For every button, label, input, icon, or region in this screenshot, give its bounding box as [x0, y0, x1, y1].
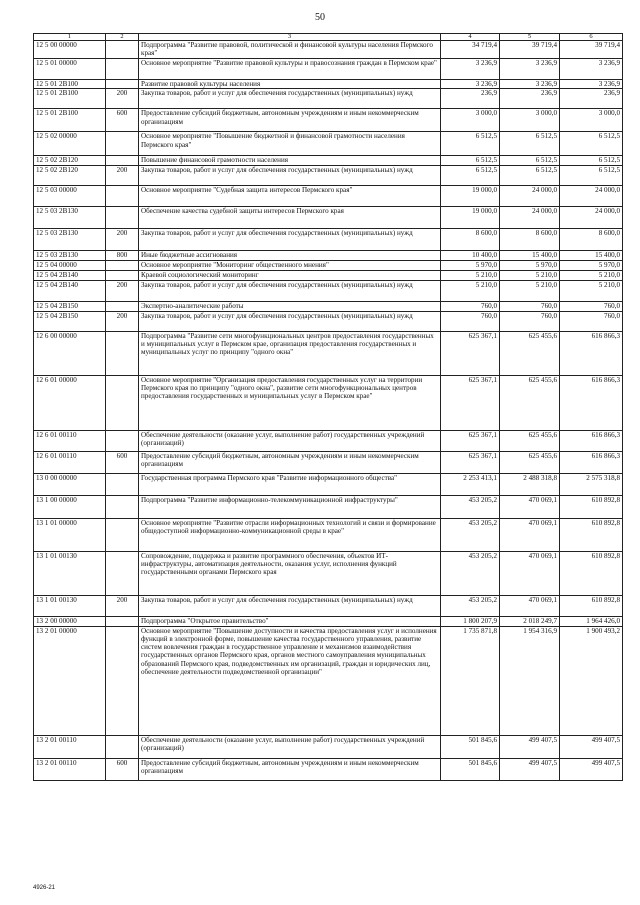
amount-year-2-cell: 625 455,6	[500, 375, 560, 430]
table-row	[34, 375, 623, 430]
item-name-cell: Обеспечение деятельности (оказание услуг, выполнение работ) государственных учреждений (организаций)	[139, 430, 441, 451]
amount-year-2-cell: 3 000,0	[500, 109, 560, 132]
amount-year-2-cell: 8 600,0	[500, 228, 560, 250]
amount-year-2-cell: 625 455,6	[500, 430, 560, 451]
amount-year-1-cell: 760,0	[441, 301, 500, 311]
classification-code-cell: 12 6 01 00110	[34, 430, 106, 451]
amount-year-1-cell: 5 970,0	[441, 260, 500, 270]
amount-year-1-cell: 501 845,6	[441, 758, 500, 780]
table-row	[34, 626, 623, 735]
amount-year-2-cell: 6 512,5	[500, 132, 560, 156]
classification-code-cell: 12 5 02 2B120	[34, 165, 106, 185]
amount-year-3-cell: 610 892,8	[560, 495, 623, 518]
classification-code-cell: 13 1 00 00000	[34, 495, 106, 518]
amount-year-2-cell: 15 400,0	[500, 250, 560, 260]
table-row	[34, 109, 623, 132]
amount-year-2-cell: 760,0	[500, 311, 560, 331]
amount-year-3-cell: 616 866,3	[560, 375, 623, 430]
item-name-cell: Обеспечение качества судебной защиты интересов Пермского края	[139, 206, 441, 228]
item-name-cell: Закупка товаров, работ и услуг для обеспечения государственных (муниципальных) нужд	[139, 595, 441, 616]
amount-year-3-cell: 3 236,9	[560, 80, 623, 89]
classification-code-cell: 12 6 01 00000	[34, 375, 106, 430]
amount-year-3-cell: 616 866,3	[560, 331, 623, 375]
amount-year-1-cell: 1 735 871,8	[441, 626, 500, 735]
classification-code-cell: 12 5 03 2B130	[34, 206, 106, 228]
classification-code-cell: 12 5 02 2B120	[34, 156, 106, 165]
classification-code-cell: 12 5 00 00000	[34, 41, 106, 59]
amount-year-2-cell: 499 407,5	[500, 735, 560, 758]
classification-code-cell: 12 5 03 2B130	[34, 250, 106, 260]
item-name-cell: Предоставление субсидий бюджетным, автономным учреждениям и иным некоммерческим организациям	[139, 451, 441, 473]
table-row	[34, 156, 623, 165]
item-name-cell: Основное мероприятие "Мониторинг общественного мнения"	[139, 260, 441, 270]
amount-year-1-cell: 3 236,9	[441, 80, 500, 89]
item-name-cell: Экспертно-аналитические работы	[139, 301, 441, 311]
column-number: 3	[139, 34, 441, 41]
amount-year-3-cell: 1 900 493,2	[560, 626, 623, 735]
amount-year-2-cell: 5 210,0	[500, 270, 560, 280]
table-row	[34, 551, 623, 595]
item-name-cell: Сопровождение, поддержка и развитие программного обеспечения, объектов ИТ-инфраструктуры, автоматизация деятельности, оказания услуг, исполнения функций государственными органами Пермского края	[139, 551, 441, 595]
amount-year-3-cell: 15 400,0	[560, 250, 623, 260]
expense-type-cell	[106, 185, 139, 206]
amount-year-3-cell: 3 000,0	[560, 109, 623, 132]
amount-year-3-cell: 499 407,5	[560, 758, 623, 780]
column-number: 6	[560, 34, 623, 41]
amount-year-1-cell: 5 210,0	[441, 270, 500, 280]
amount-year-3-cell: 610 892,8	[560, 595, 623, 616]
classification-code-cell: 12 5 04 2B140	[34, 270, 106, 280]
amount-year-3-cell: 616 866,3	[560, 430, 623, 451]
classification-code-cell: 12 6 00 00000	[34, 331, 106, 375]
classification-code-cell: 12 5 04 2B140	[34, 280, 106, 301]
expense-type-cell	[106, 80, 139, 89]
amount-year-1-cell: 10 400,0	[441, 250, 500, 260]
table-row	[34, 132, 623, 156]
item-name-cell: Предоставление субсидий бюджетным, автономным учреждениям и иным некоммерческим организациям	[139, 109, 441, 132]
amount-year-3-cell: 8 600,0	[560, 228, 623, 250]
amount-year-3-cell: 5 210,0	[560, 280, 623, 301]
amount-year-1-cell: 3 236,9	[441, 59, 500, 80]
table-row	[34, 228, 623, 250]
item-name-cell: Основное мероприятие "Повышение доступности и качества предоставления услуг и исполнения функций в электронной форме, повышение качества государственного управления, развитие систем вовлечения граждан в государственное управление и механизмов взаимодействия государственных органов Пермского края, органов местного самоуправления муниципальных образований Пермского края, подведомственных им организаций, граждан и юридических лиц, обеспечение деятельности подведомственной организации"	[139, 626, 441, 735]
expense-type-cell: 200	[106, 165, 139, 185]
amount-year-3-cell: 6 512,5	[560, 132, 623, 156]
expense-type-cell	[106, 331, 139, 375]
amount-year-2-cell: 1 954 316,9	[500, 626, 560, 735]
amount-year-1-cell: 625 367,1	[441, 331, 500, 375]
amount-year-2-cell: 760,0	[500, 301, 560, 311]
amount-year-2-cell: 3 236,9	[500, 80, 560, 89]
table-row	[34, 331, 623, 375]
item-name-cell: Закупка товаров, работ и услуг для обеспечения государственных (муниципальных) нужд	[139, 280, 441, 301]
item-name-cell: Основное мероприятие "Развитие правовой культуры и правосознания граждан в Пермском крае"	[139, 59, 441, 80]
amount-year-2-cell: 499 407,5	[500, 758, 560, 780]
expense-type-cell	[106, 626, 139, 735]
amount-year-3-cell: 3 236,9	[560, 59, 623, 80]
table-row	[34, 518, 623, 551]
amount-year-1-cell: 625 367,1	[441, 430, 500, 451]
expense-type-cell: 800	[106, 250, 139, 260]
expense-type-cell	[106, 156, 139, 165]
amount-year-3-cell: 610 892,8	[560, 551, 623, 595]
table-row	[34, 473, 623, 495]
amount-year-2-cell: 470 069,1	[500, 495, 560, 518]
classification-code-cell: 12 5 02 00000	[34, 132, 106, 156]
classification-code-cell: 12 5 01 2B100	[34, 80, 106, 89]
amount-year-2-cell: 625 455,6	[500, 451, 560, 473]
amount-year-3-cell: 760,0	[560, 311, 623, 331]
item-name-cell: Подпрограмма "Развитие информационно-телекоммуникационной инфраструктуры"	[139, 495, 441, 518]
amount-year-1-cell: 625 367,1	[441, 375, 500, 430]
item-name-cell: Повышение финансовой грамотности населения	[139, 156, 441, 165]
column-number: 1	[34, 34, 106, 41]
amount-year-3-cell: 6 512,5	[560, 165, 623, 185]
classification-code-cell: 12 5 01 2B100	[34, 89, 106, 109]
classification-code-cell: 12 5 04 00000	[34, 260, 106, 270]
column-number-row	[34, 34, 623, 41]
table-row	[34, 41, 623, 59]
item-name-cell: Обеспечение деятельности (оказание услуг, выполнение работ) государственных учреждений (организаций)	[139, 735, 441, 758]
expense-type-cell: 200	[106, 280, 139, 301]
page-number: 50	[315, 12, 325, 23]
amount-year-1-cell: 3 000,0	[441, 109, 500, 132]
item-name-cell: Подпрограмма "Развитие правовой, политической и финансовой культуры населения Пермского края"	[139, 41, 441, 59]
amount-year-2-cell: 5 210,0	[500, 280, 560, 301]
table-row	[34, 89, 623, 109]
table-row	[34, 311, 623, 331]
table-row	[34, 301, 623, 311]
expense-type-cell: 600	[106, 109, 139, 132]
item-name-cell: Закупка товаров, работ и услуг для обеспечения государственных (муниципальных) нужд	[139, 311, 441, 331]
expense-type-cell	[106, 518, 139, 551]
classification-code-cell: 13 2 00 00000	[34, 616, 106, 626]
classification-code-cell: 12 5 01 2B100	[34, 109, 106, 132]
classification-code-cell: 12 5 04 2B150	[34, 301, 106, 311]
amount-year-3-cell: 24 000,0	[560, 185, 623, 206]
amount-year-1-cell: 6 512,5	[441, 156, 500, 165]
table-row	[34, 735, 623, 758]
amount-year-1-cell: 6 512,5	[441, 132, 500, 156]
amount-year-1-cell: 453 205,2	[441, 518, 500, 551]
amount-year-3-cell: 5 210,0	[560, 270, 623, 280]
expense-type-cell	[106, 301, 139, 311]
table-row	[34, 185, 623, 206]
expense-type-cell	[106, 551, 139, 595]
amount-year-3-cell: 24 000,0	[560, 206, 623, 228]
amount-year-3-cell: 499 407,5	[560, 735, 623, 758]
classification-code-cell: 13 2 01 00110	[34, 735, 106, 758]
item-name-cell: Государственная программа Пермского края "Развитие информационного общества"	[139, 473, 441, 495]
amount-year-1-cell: 8 600,0	[441, 228, 500, 250]
amount-year-2-cell: 470 069,1	[500, 595, 560, 616]
amount-year-2-cell: 6 512,5	[500, 156, 560, 165]
amount-year-1-cell: 2 253 413,1	[441, 473, 500, 495]
item-name-cell: Закупка товаров, работ и услуг для обеспечения государственных (муниципальных) нужд	[139, 228, 441, 250]
amount-year-1-cell: 453 205,2	[441, 495, 500, 518]
amount-year-2-cell: 2 018 249,7	[500, 616, 560, 626]
expense-type-cell: 200	[106, 311, 139, 331]
amount-year-1-cell: 453 205,2	[441, 551, 500, 595]
classification-code-cell: 13 2 01 00000	[34, 626, 106, 735]
item-name-cell: Основное мероприятие "Повышение бюджетной и финансовой грамотности населения Пермского края"	[139, 132, 441, 156]
amount-year-2-cell: 5 970,0	[500, 260, 560, 270]
table-row	[34, 616, 623, 626]
classification-code-cell: 13 2 01 00110	[34, 758, 106, 780]
amount-year-1-cell: 1 800 207,9	[441, 616, 500, 626]
amount-year-1-cell: 236,9	[441, 89, 500, 109]
expense-type-cell: 600	[106, 451, 139, 473]
amount-year-2-cell: 625 455,6	[500, 331, 560, 375]
expense-type-cell	[106, 260, 139, 270]
item-name-cell: Основное мероприятие "Организация предоставления государственных услуг на территории Пермского края по принципу "одного окна", развитие сети многофункциональных центров предоставления государственных и муниципальных услуг в Пермском крае"	[139, 375, 441, 430]
expense-type-cell	[106, 473, 139, 495]
table-row	[34, 758, 623, 780]
table-row	[34, 495, 623, 518]
item-name-cell: Развитие правовой культуры населения	[139, 80, 441, 89]
classification-code-cell: 13 1 01 00130	[34, 595, 106, 616]
expense-type-cell: 200	[106, 89, 139, 109]
expense-type-cell	[106, 616, 139, 626]
amount-year-3-cell: 6 512,5	[560, 156, 623, 165]
expense-type-cell: 200	[106, 228, 139, 250]
amount-year-3-cell: 236,9	[560, 89, 623, 109]
amount-year-3-cell: 610 892,8	[560, 518, 623, 551]
classification-code-cell: 13 1 01 00000	[34, 518, 106, 551]
item-name-cell: Предоставление субсидий бюджетным, автономным учреждениям и иным некоммерческим организациям	[139, 758, 441, 780]
footer-code: 4926-21	[33, 885, 56, 891]
amount-year-3-cell: 2 575 318,8	[560, 473, 623, 495]
amount-year-1-cell: 19 000,0	[441, 185, 500, 206]
item-name-cell: Закупка товаров, работ и услуг для обеспечения государственных (муниципальных) нужд	[139, 165, 441, 185]
amount-year-1-cell: 5 210,0	[441, 280, 500, 301]
expense-type-cell: 600	[106, 758, 139, 780]
classification-code-cell: 13 0 00 00000	[34, 473, 106, 495]
item-name-cell: Основное мероприятие "Судебная защита интересов Пермского края"	[139, 185, 441, 206]
amount-year-3-cell: 5 970,0	[560, 260, 623, 270]
amount-year-2-cell: 236,9	[500, 89, 560, 109]
classification-code-cell: 12 5 03 00000	[34, 185, 106, 206]
table-row	[34, 270, 623, 280]
table-row	[34, 280, 623, 301]
amount-year-2-cell: 3 236,9	[500, 59, 560, 80]
amount-year-2-cell: 2 488 318,8	[500, 473, 560, 495]
table-body	[34, 41, 623, 781]
table-row	[34, 59, 623, 80]
table-row	[34, 430, 623, 451]
expense-type-cell	[106, 270, 139, 280]
amount-year-2-cell: 39 719,4	[500, 41, 560, 59]
item-name-cell: Закупка товаров, работ и услуг для обеспечения государственных (муниципальных) нужд	[139, 89, 441, 109]
amount-year-1-cell: 34 719,4	[441, 41, 500, 59]
expense-type-cell	[106, 206, 139, 228]
amount-year-1-cell: 501 845,6	[441, 735, 500, 758]
classification-code-cell: 12 6 01 00110	[34, 451, 106, 473]
classification-code-cell: 13 1 01 00130	[34, 551, 106, 595]
item-name-cell: Основное мероприятие "Развитие отрасли информационных технологий и связи и формирование общедоступной информационно-коммуникационной среды в крае"	[139, 518, 441, 551]
item-name-cell: Иные бюджетные ассигнования	[139, 250, 441, 260]
expense-type-cell	[106, 495, 139, 518]
table-row	[34, 451, 623, 473]
item-name-cell: Подпрограмма "Развитие сети многофункциональных центров предоставления государственных и муниципальных услуг в Пермском крае, организация предоставления государственных и муниципальных услуг по принципу "одного окна"	[139, 331, 441, 375]
expense-type-cell	[106, 59, 139, 80]
table-row	[34, 250, 623, 260]
classification-code-cell: 12 5 04 2B150	[34, 311, 106, 331]
amount-year-3-cell: 760,0	[560, 301, 623, 311]
classification-code-cell: 12 5 03 2B130	[34, 228, 106, 250]
table-row	[34, 595, 623, 616]
amount-year-3-cell: 616 866,3	[560, 451, 623, 473]
table-row	[34, 206, 623, 228]
table-row	[34, 165, 623, 185]
table-row	[34, 80, 623, 89]
table-row	[34, 260, 623, 270]
amount-year-2-cell: 24 000,0	[500, 206, 560, 228]
amount-year-1-cell: 625 367,1	[441, 451, 500, 473]
expense-type-cell	[106, 735, 139, 758]
column-number: 2	[106, 34, 139, 41]
amount-year-1-cell: 19 000,0	[441, 206, 500, 228]
amount-year-3-cell: 1 964 426,0	[560, 616, 623, 626]
expense-type-cell	[106, 430, 139, 451]
expense-type-cell	[106, 41, 139, 59]
column-number: 4	[441, 34, 500, 41]
amount-year-2-cell: 24 000,0	[500, 185, 560, 206]
budget-table	[33, 33, 623, 781]
item-name-cell: Краевой социологический мониторинг	[139, 270, 441, 280]
amount-year-2-cell: 6 512,5	[500, 165, 560, 185]
expense-type-cell	[106, 375, 139, 430]
amount-year-2-cell: 470 069,1	[500, 551, 560, 595]
item-name-cell: Подпрограмма "Открытое правительство"	[139, 616, 441, 626]
amount-year-1-cell: 760,0	[441, 311, 500, 331]
amount-year-1-cell: 453 205,2	[441, 595, 500, 616]
amount-year-1-cell: 6 512,5	[441, 165, 500, 185]
column-number: 5	[500, 34, 560, 41]
amount-year-3-cell: 39 719,4	[560, 41, 623, 59]
amount-year-2-cell: 470 069,1	[500, 518, 560, 551]
classification-code-cell: 12 5 01 00000	[34, 59, 106, 80]
expense-type-cell: 200	[106, 595, 139, 616]
expense-type-cell	[106, 132, 139, 156]
